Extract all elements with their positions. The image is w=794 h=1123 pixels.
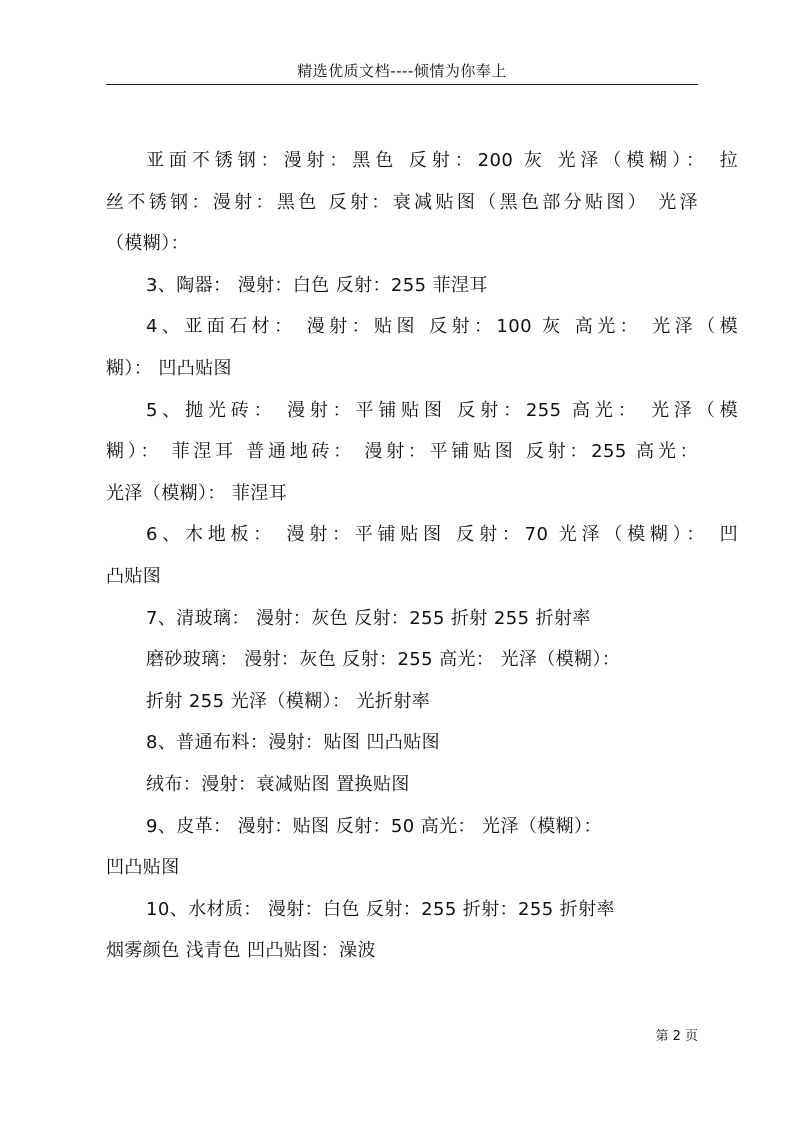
text-line: 凹凸贴图 <box>106 857 180 879</box>
text-line: 7、清玻璃： 漫射：灰色 反射：255 折射 255 折射率 <box>146 607 591 629</box>
text-line: 4、亚面石材： 漫射：贴图 反射：100 灰 高光： 光泽（模 <box>146 316 738 338</box>
body-text <box>106 140 738 972</box>
header-divider <box>106 84 698 85</box>
text-line: 凸贴图 <box>106 565 162 587</box>
text-line: （模糊）： <box>106 233 189 255</box>
text-line: 6、木地板： 漫射：平铺贴图 反射：70 光泽（模糊）： 凹 <box>146 524 738 546</box>
text-line: 烟雾颜色 浅青色 凹凸贴图：澡波 <box>106 940 376 962</box>
text-line: 亚面不锈钢：漫射：黑色 反射：200 灰 光泽（模糊）： 拉 <box>146 150 738 171</box>
text-line: 5、抛光砖： 漫射：平铺贴图 反射：255 高光： 光泽（模 <box>146 399 738 421</box>
text-line: 磨砂玻璃： 漫射：灰色 反射：255 高光： 光泽（模糊）： <box>146 649 621 671</box>
text-line: 光泽（模糊）： 菲涅耳 <box>106 482 288 504</box>
text-line: 折射 255 光泽（模糊）： 光折射率 <box>146 690 431 712</box>
page-header-title: 精选优质文档----倾情为你奉上 <box>297 62 507 80</box>
text-line: 丝不锈钢：漫射：黑色 反射：衰减贴图（黑色部分贴图） 光泽 <box>106 191 698 213</box>
text-line: 9、皮革： 漫射：贴图 反射：50 高光： 光泽（模糊）： <box>146 815 602 837</box>
page-number: 第 2 页 <box>655 1029 698 1044</box>
text-line: 糊）： 凹凸贴图 <box>106 357 232 379</box>
text-line: 绒布：漫射：衰减贴图 置换贴图 <box>146 773 410 795</box>
text-line: 糊）： 菲涅耳 普通地砖： 漫射：平铺贴图 反射：255 高光： <box>106 441 698 463</box>
text-line: 3、陶器： 漫射：白色 反射：255 菲涅耳 <box>146 274 488 296</box>
text-line: 8、普通布料：漫射：贴图 凹凸贴图 <box>146 732 440 754</box>
text-line: 10、水材质： 漫射：白色 反射：255 折射：255 折射率 <box>146 898 615 920</box>
